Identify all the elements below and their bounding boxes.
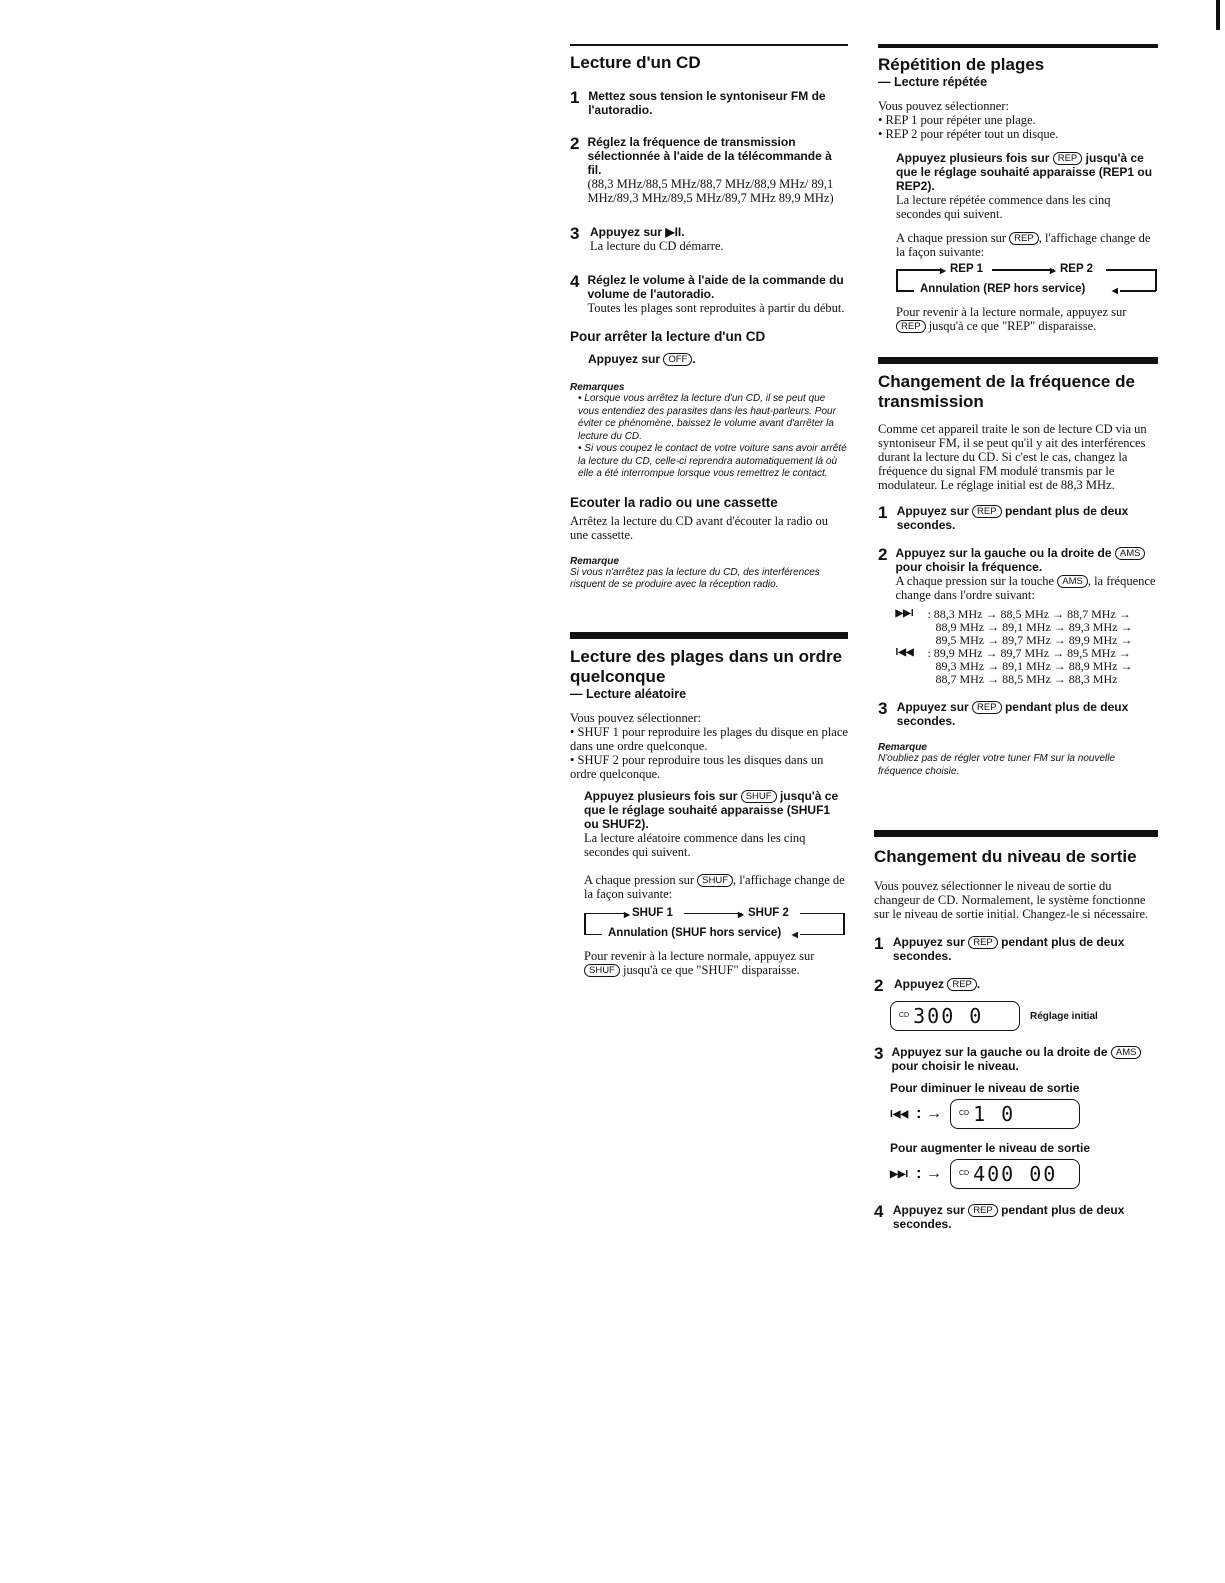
return-text: Pour revenir à la lecture normale, appuyez sur SHUF jusqu'à ce que "SHUF" disparaisse. xyxy=(584,948,815,977)
list-item: • SHUF 2 pour reproduire tous les disques dans un ordre quelconque. xyxy=(570,752,824,781)
step-2: 2 Réglez la fréquence de transmission sélectionnée à l'aide de la télécommande à fil. (88,3 MHz/88,5 MHz/88,7 MHz/88,9 MHz/ 89,1 MHz/89,3 MHz/89,5 MHz/89,7 MHz 89,9 MHz) xyxy=(570,134,834,205)
flow-item: REP 1 xyxy=(950,263,984,275)
rep-key: REP xyxy=(972,505,1002,518)
section-subtitle: — Lecture répétée xyxy=(878,75,988,89)
next-track-icon: ▶▶I xyxy=(890,1168,909,1180)
right-column xyxy=(878,44,1158,778)
arrow-icon: ▸ xyxy=(940,265,946,277)
intro-text: Vous pouvez sélectionner: xyxy=(570,710,701,725)
ams-key: AMS xyxy=(1111,1046,1142,1059)
rep-key: REP xyxy=(896,320,926,333)
return-text: Pour revenir à la lecture normale, appuyez sur REP jusqu'à ce que "REP" disparaisse. xyxy=(896,305,1127,333)
lcd-initial-row xyxy=(890,1001,1158,1031)
level-adjust xyxy=(890,1081,1158,1189)
instruction-text: La lecture répétée commence dans les cinq secondes qui suivent. xyxy=(896,193,1111,221)
flow-item: Annulation (REP hors service) xyxy=(920,283,1086,295)
arrow-icon: ◂ xyxy=(1112,285,1118,297)
cycle-diagram xyxy=(896,263,1158,297)
shuf-key: SHUF xyxy=(741,790,777,803)
rep-key: REP xyxy=(1053,152,1083,165)
step-1: 1 Mettez sous tension le syntoniseur FM de l'autoradio. xyxy=(570,88,826,117)
prev-track-icon: I◀◀ xyxy=(895,647,914,658)
section-rule xyxy=(874,830,1158,837)
radio-note: Si vous n'arrêtez pas la lecture du CD, des interférences risquent de se produire avec la réception radio. xyxy=(570,566,820,590)
section-title: Changement de la fréquence de transmission xyxy=(878,372,1135,411)
ams-key: AMS xyxy=(1057,575,1088,588)
scan-edge-mark xyxy=(1216,0,1220,30)
up-title: Pour augmenter le niveau de sortie xyxy=(890,1141,1091,1155)
steps-list xyxy=(878,504,1158,728)
radio-text: Arrêtez la lecture du CD avant d'écouter la radio ou une cassette. xyxy=(570,513,829,542)
step-2: 2 Appuyez REP . xyxy=(874,976,981,995)
section-subtitle: — Lecture aléatoire xyxy=(570,686,687,701)
freq-backward: I◀◀ : 89,9 MHz → 89,7 MHz → 89,5 MHz → 89,3 MHz → 89,1 MHz → 88,9 MHz → 88,7 MHz → 88,5 MHz → 88,3 MHz xyxy=(895,646,1133,686)
section-title: Lecture des plages dans un ordre quelconque xyxy=(570,646,843,686)
list-item: • SHUF 1 pour reproduire les plages du disque en place dans une ordre quelconque. xyxy=(570,724,848,753)
arrow-icon: : → xyxy=(916,1165,942,1182)
radio-title: Ecouter la radio ou une cassette xyxy=(570,494,778,510)
lcd-label: Réglage initial xyxy=(1030,1010,1098,1022)
ams-key: AMS xyxy=(1115,547,1146,560)
step-4: 4 Appuyez sur REP pendant plus de deux secondes. xyxy=(874,1202,1125,1231)
step-3: 3 Appuyez sur REP pendant plus de deux secondes. xyxy=(878,699,1129,728)
prev-track-icon: I◀◀ xyxy=(890,1108,909,1120)
section-title: Répétition de plages xyxy=(878,55,1045,74)
notes-title: Remarques xyxy=(570,382,625,393)
note-item: • Si vous coupez le contact de votre voiture sans avoir arrêté la lecture du CD, celle-ci reprendra automatiquement là où elle a été interrompue lorsque vous remettrez le contact. xyxy=(578,443,847,479)
down-title: Pour diminuer le niveau de sortie xyxy=(890,1081,1080,1095)
list-item: • REP 1 pour répéter une plage. xyxy=(878,113,1036,127)
section-title: Lecture d'un CD xyxy=(570,53,701,72)
section-rule xyxy=(878,357,1158,364)
rep-key: REP xyxy=(972,701,1002,714)
rep-key: REP xyxy=(968,936,998,949)
note-item: • Lorsque vous arrêtez la lecture d'un CD, il se peut que vous entendiez des parasites dans les haut-parleurs. Pour éviter ce phénomène, baissez le volume avant d'arrêter la lecture du CD. xyxy=(578,393,836,442)
step-4: 4 Réglez le volume à l'aide de la commande du volume de l'autoradio. Toutes les plages sont reproduites à partir du début. xyxy=(570,272,845,315)
instruction-block xyxy=(878,151,1158,333)
instruction: Appuyez plusieurs fois sur SHUF jusqu'à ce que le réglage souhaité apparaisse (SHUF1 ou SHUF2). xyxy=(584,788,839,831)
list-item: • REP 2 pour répéter tout un disque. xyxy=(878,127,1059,141)
intro-text: Vous pouvez sélectionner le niveau de sortie du changeur de CD. Normalement, le système fonctionne sur le niveau de sortie initial. Changez-le si nécessaire. xyxy=(874,879,1149,921)
press-text: A chaque pression sur SHUF , l'affichage change de la façon suivante: xyxy=(584,872,845,901)
note: N'oubliez pas de régler votre tuner FM sur la nouvelle fréquence choisie. xyxy=(878,753,1116,777)
arrow-icon: ◂ xyxy=(792,928,798,941)
lcd-display: CD 300 0 xyxy=(890,1001,1020,1031)
instruction: Appuyez plusieurs fois sur REP jusqu'à ce que le réglage souhaité apparaisse (REP1 ou REP2). xyxy=(896,151,1153,193)
rep-key: REP xyxy=(1009,232,1039,245)
intro-text: Comme cet appareil traite le son de lecture CD via un syntoniseur FM, il se peut qu'il y ait des interférences durant la lecture du CD. Si c'est le cas, changez la fréquence du signal FM modulé transmis par le modulateur. Le réglage initial est de 88,3 MHz. xyxy=(878,422,1147,492)
press-text: A chaque pression sur REP , l'affichage change de la façon suivante: xyxy=(896,231,1151,259)
flow-item: SHUF 1 xyxy=(632,906,673,919)
steps-list xyxy=(874,935,1158,1231)
section-rule xyxy=(570,632,848,639)
off-key: OFF xyxy=(663,353,692,366)
rep-key: REP xyxy=(968,1204,998,1217)
rep-key: REP xyxy=(947,978,977,991)
step-2: 2 Appuyez sur la gauche ou la droite de AMS pour choisir la fréquence. A chaque pression sur la touche AMS , la fréquence change dans l'ordre suivant: ▶▶I : 88,3 MHz → 88,5 MHz → 88,7 MHz → 88,9 MHz → 89,1 MHz → 89,3 MHz → 89,5 MHz → 89,7 MHz → 89,9 MHz → I◀◀ : 89,9 MHz → 89,7 MHz → 89,5 MHz → 89,3 MHz → 89,1 MHz → 88,9 MHz → 88,7 MHz → 88,5 MHz → 88,3 MHz xyxy=(878,546,1158,686)
instruction-block xyxy=(570,789,848,977)
arrow-icon: ▸ xyxy=(738,908,744,921)
arrow-icon: ▸ xyxy=(624,908,630,921)
next-track-icon: ▶▶I xyxy=(895,608,914,619)
lcd-display: CD 1 0 xyxy=(950,1099,1080,1129)
stop-title: Pour arrêter la lecture d'un CD xyxy=(570,329,766,344)
lcd-display: CD 400 00 xyxy=(950,1159,1080,1189)
section-rule xyxy=(570,44,848,46)
down-row xyxy=(890,1099,1158,1129)
shuf-key: SHUF xyxy=(584,964,620,977)
output-level-section xyxy=(874,830,1158,1245)
left-column xyxy=(570,44,848,977)
step-3: 3 Appuyez sur ▶II. La lecture du CD démarre. xyxy=(570,224,724,253)
arrow-icon: ▸ xyxy=(1050,265,1056,277)
radio-note-title: Remarque xyxy=(570,555,619,567)
step-3: 3 Appuyez sur la gauche ou la droite de AMSpour choisir le niveau. xyxy=(874,1045,1158,1073)
freq-forward: ▶▶I : 88,3 MHz → 88,5 MHz → 88,7 MHz → 88,9 MHz → 89,1 MHz → 89,3 MHz → 89,5 MHz → 89,7 MHz → 89,9 MHz → xyxy=(895,607,1133,647)
steps-list xyxy=(570,89,848,315)
intro-text: Vous pouvez sélectionner: xyxy=(878,99,1009,113)
cycle-diagram xyxy=(584,907,848,941)
flow-item: REP 2 xyxy=(1060,263,1094,275)
flow-item: SHUF 2 xyxy=(748,906,789,919)
shuf-key: SHUF xyxy=(697,874,733,887)
instruction-text: La lecture aléatoire commence dans les cinq secondes qui suivent. xyxy=(584,830,806,859)
flow-item: Annulation (SHUF hors service) xyxy=(608,926,782,939)
section-rule xyxy=(878,44,1158,48)
step-1: 1 Appuyez sur REP pendant plus de deux secondes. xyxy=(874,934,1125,963)
note-title: Remarque xyxy=(878,742,927,753)
arrow-icon: : → xyxy=(916,1105,942,1122)
stop-instruction: Appuyez sur OFF . xyxy=(588,352,696,366)
section-title: Changement du niveau de sortie xyxy=(874,847,1137,866)
up-row xyxy=(890,1159,1158,1189)
step-1: 1 Appuyez sur REP pendant plus de deux secondes. xyxy=(878,503,1129,532)
